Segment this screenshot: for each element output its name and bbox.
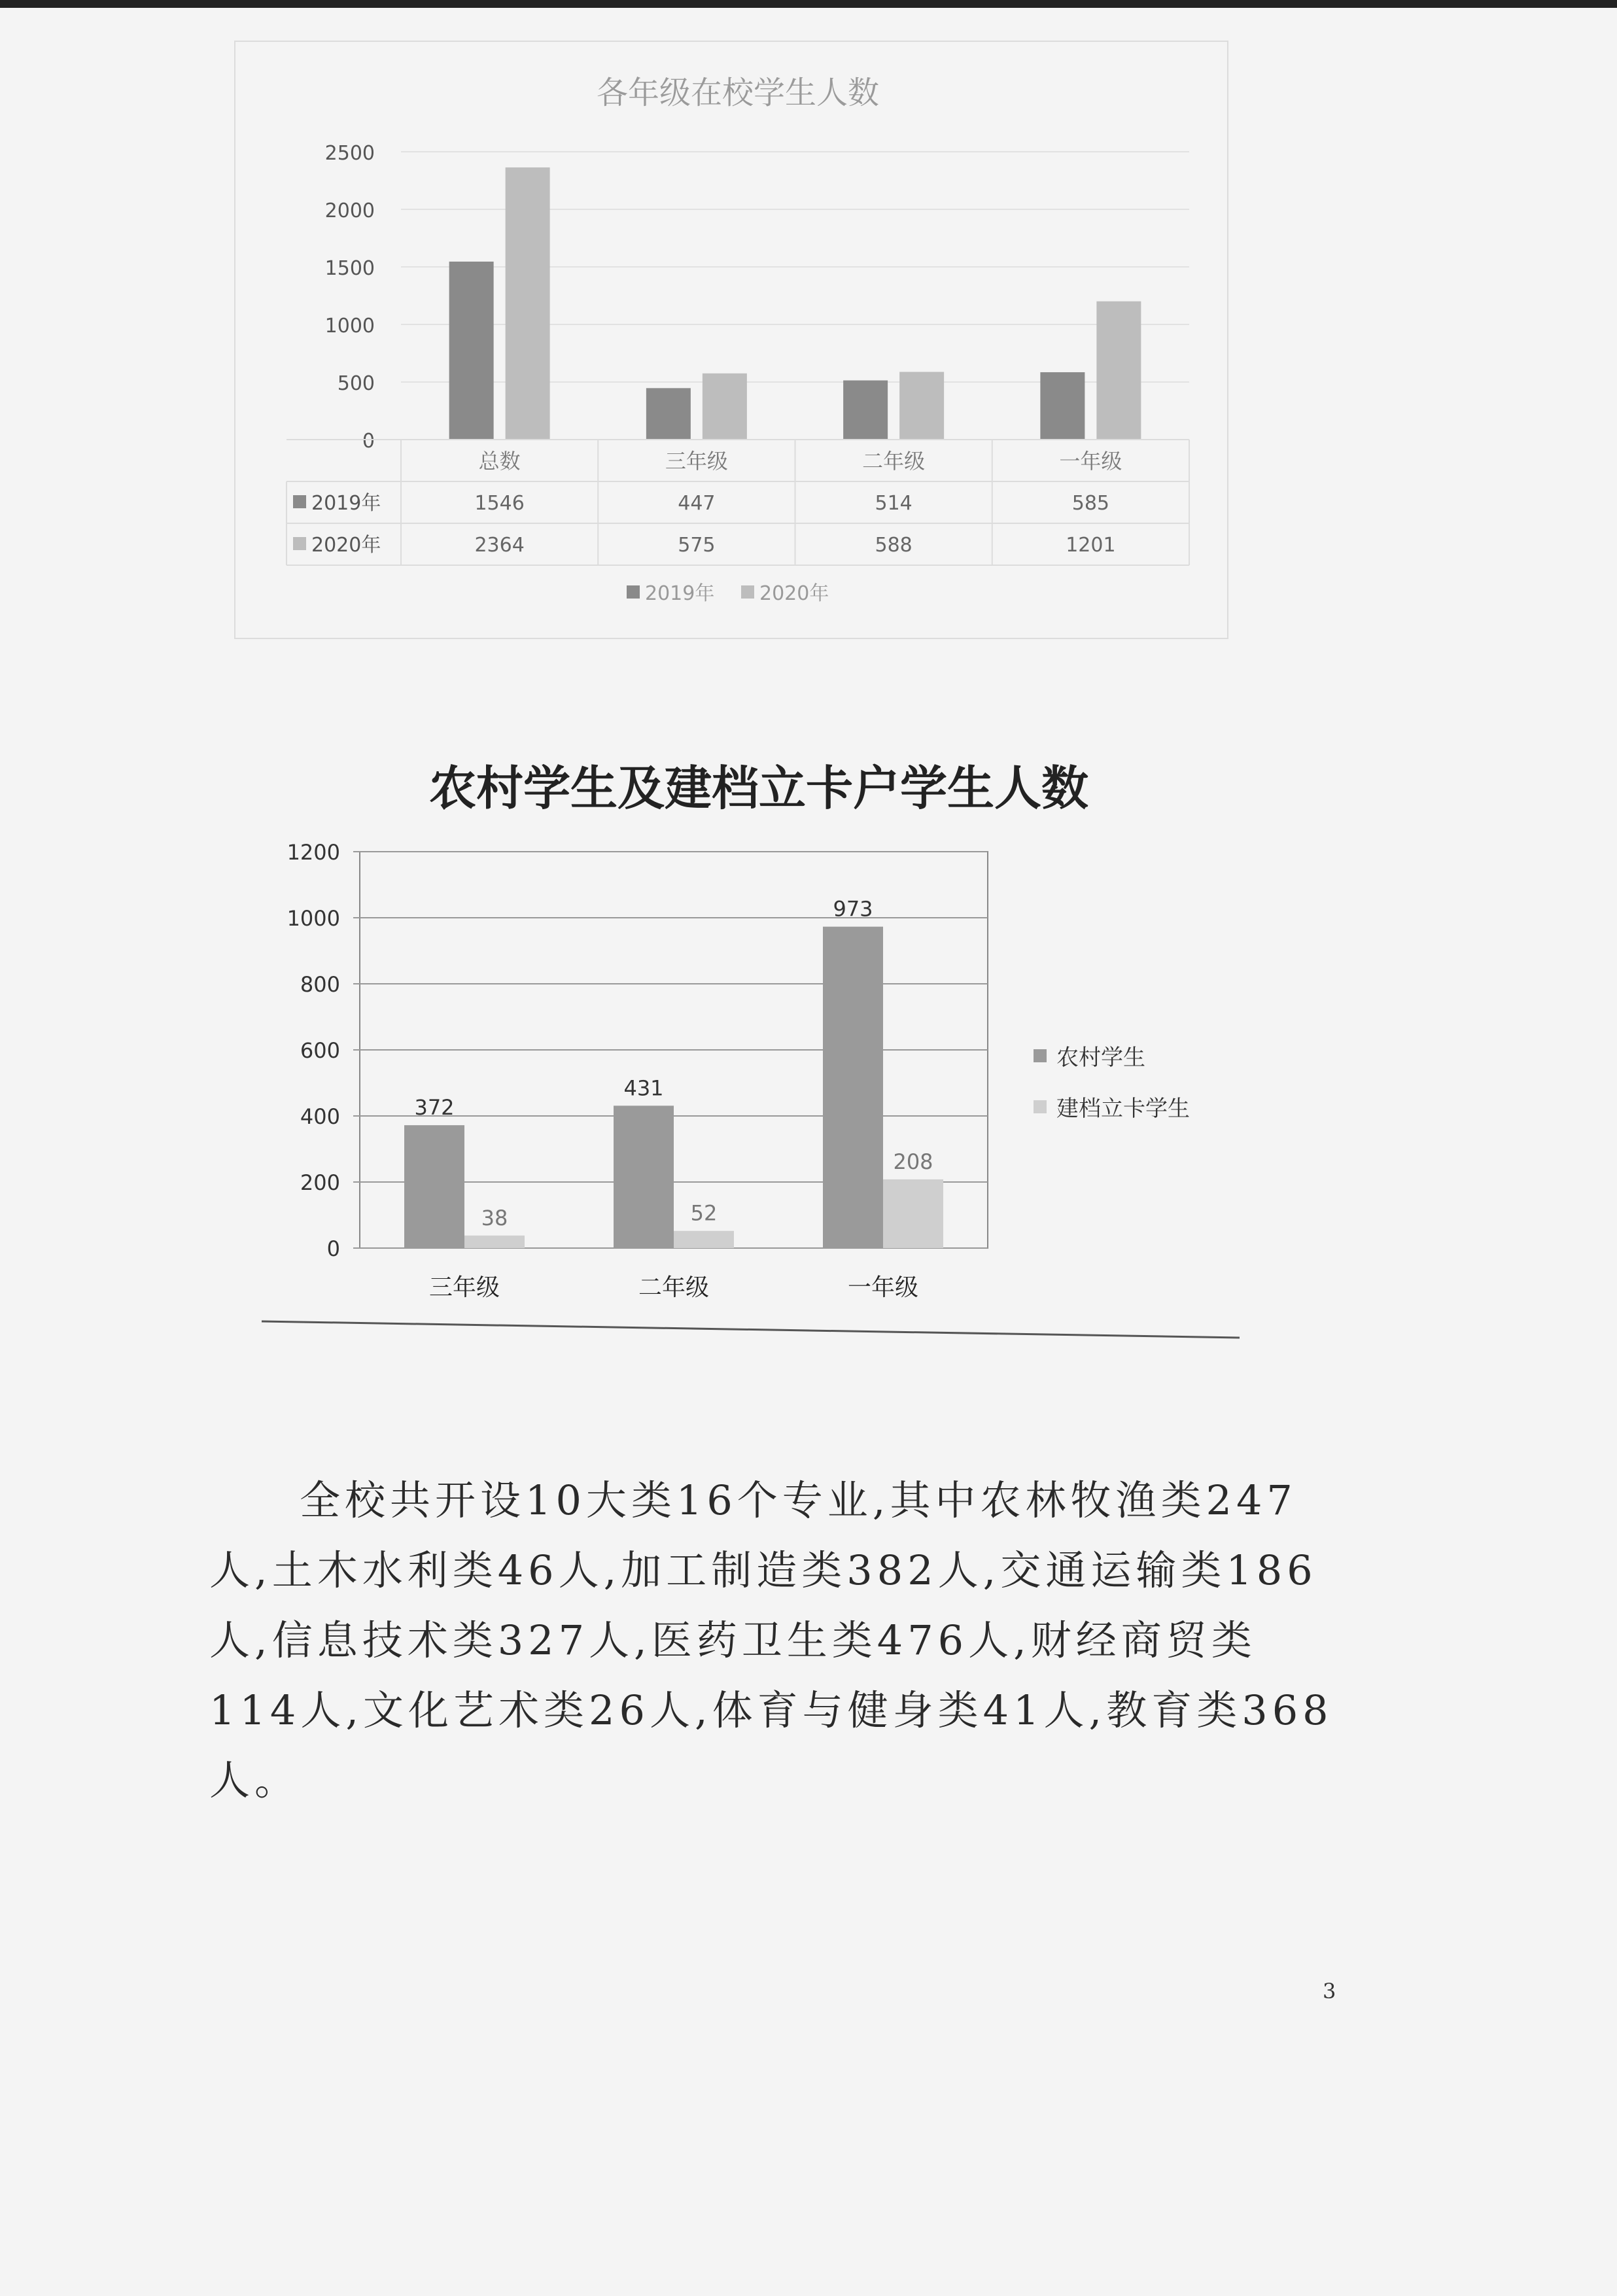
x-category-label: 二年级 xyxy=(638,1274,710,1301)
data-label: 372 xyxy=(414,1095,455,1121)
y-tick-label: 800 xyxy=(300,972,340,997)
bar xyxy=(703,374,747,440)
y-tick-label: 1200 xyxy=(287,840,340,865)
table-cell: 1201 xyxy=(1066,534,1116,557)
y-tick-label: 0 xyxy=(362,430,375,453)
bar xyxy=(1040,372,1085,440)
legend-key xyxy=(293,495,306,508)
chart-title: 各年级在校学生人数 xyxy=(596,75,880,111)
scan-edge xyxy=(0,0,1617,8)
chart-title: 农村学生及建档立卡户学生人数 xyxy=(428,761,1089,816)
y-tick-label: 500 xyxy=(337,372,375,395)
bar xyxy=(506,167,550,440)
y-tick-label: 200 xyxy=(300,1170,340,1195)
legend-label: 2020年 xyxy=(759,582,829,605)
bar xyxy=(843,381,888,440)
table-cell: 585 xyxy=(1071,492,1110,515)
page-number: 3 xyxy=(1323,1979,1336,2004)
x-category-label: 总数 xyxy=(478,449,521,474)
rural-students-chart xyxy=(216,733,1249,1348)
bar xyxy=(646,388,691,440)
rural-students-chart-svg xyxy=(216,733,1249,1348)
y-tick-label: 600 xyxy=(300,1038,340,1063)
x-category-label: 三年级 xyxy=(665,449,728,474)
table-cell: 588 xyxy=(875,534,913,557)
y-tick-label: 1000 xyxy=(287,906,340,931)
table-row-label: 2020年 xyxy=(311,534,381,557)
bar xyxy=(823,927,883,1248)
table-cell: 447 xyxy=(678,492,716,515)
table-cell: 575 xyxy=(678,534,716,557)
divider-rule xyxy=(262,1321,1240,1338)
y-tick-label: 400 xyxy=(300,1104,340,1129)
table-row-label: 2019年 xyxy=(311,492,381,515)
bar xyxy=(614,1105,674,1248)
x-category-label: 二年级 xyxy=(862,449,926,474)
table-cell: 1546 xyxy=(474,492,525,515)
legend-key xyxy=(1034,1049,1047,1062)
bar xyxy=(883,1179,943,1248)
table-cell: 514 xyxy=(875,492,913,515)
y-tick-label: 2500 xyxy=(324,142,375,165)
y-tick-label: 0 xyxy=(326,1236,340,1261)
grade-enrollment-chart xyxy=(234,41,1228,639)
x-category-label: 三年级 xyxy=(428,1274,500,1301)
table-cell: 2364 xyxy=(474,534,525,557)
y-tick-label: 1000 xyxy=(324,315,375,338)
data-label: 38 xyxy=(481,1205,508,1230)
data-label: 208 xyxy=(893,1149,933,1174)
legend-label: 建档立卡学生 xyxy=(1056,1096,1190,1122)
bar xyxy=(404,1125,464,1248)
data-label: 973 xyxy=(833,896,873,922)
data-label: 52 xyxy=(690,1200,718,1226)
legend-label: 农村学生 xyxy=(1056,1045,1145,1071)
data-label: 431 xyxy=(623,1075,664,1101)
legend-key xyxy=(627,585,640,599)
legend-label: 2019年 xyxy=(645,582,715,605)
bar xyxy=(1096,302,1141,440)
legend-key xyxy=(741,585,754,599)
bar xyxy=(464,1236,525,1248)
y-tick-label: 1500 xyxy=(324,257,375,280)
legend-key xyxy=(1034,1100,1047,1113)
legend-key xyxy=(293,537,306,550)
bar xyxy=(674,1231,734,1248)
bar xyxy=(899,372,944,440)
grade-enrollment-chart-svg xyxy=(234,41,1228,639)
y-tick-label: 2000 xyxy=(324,200,375,222)
bar xyxy=(449,262,494,440)
x-category-label: 一年级 xyxy=(847,1274,919,1301)
majors-paragraph: 全校共开设10大类16个专业,其中农林牧渔类247人,土木水利类46人,加工制造类382人,交通运输类186人,信息技术类327人,医药卫生类476人,财经商贸类114人,文化艺术类26人,体育与健身类41人,教育类368人。 xyxy=(209,1476,1333,1804)
x-category-label: 一年级 xyxy=(1059,449,1122,474)
